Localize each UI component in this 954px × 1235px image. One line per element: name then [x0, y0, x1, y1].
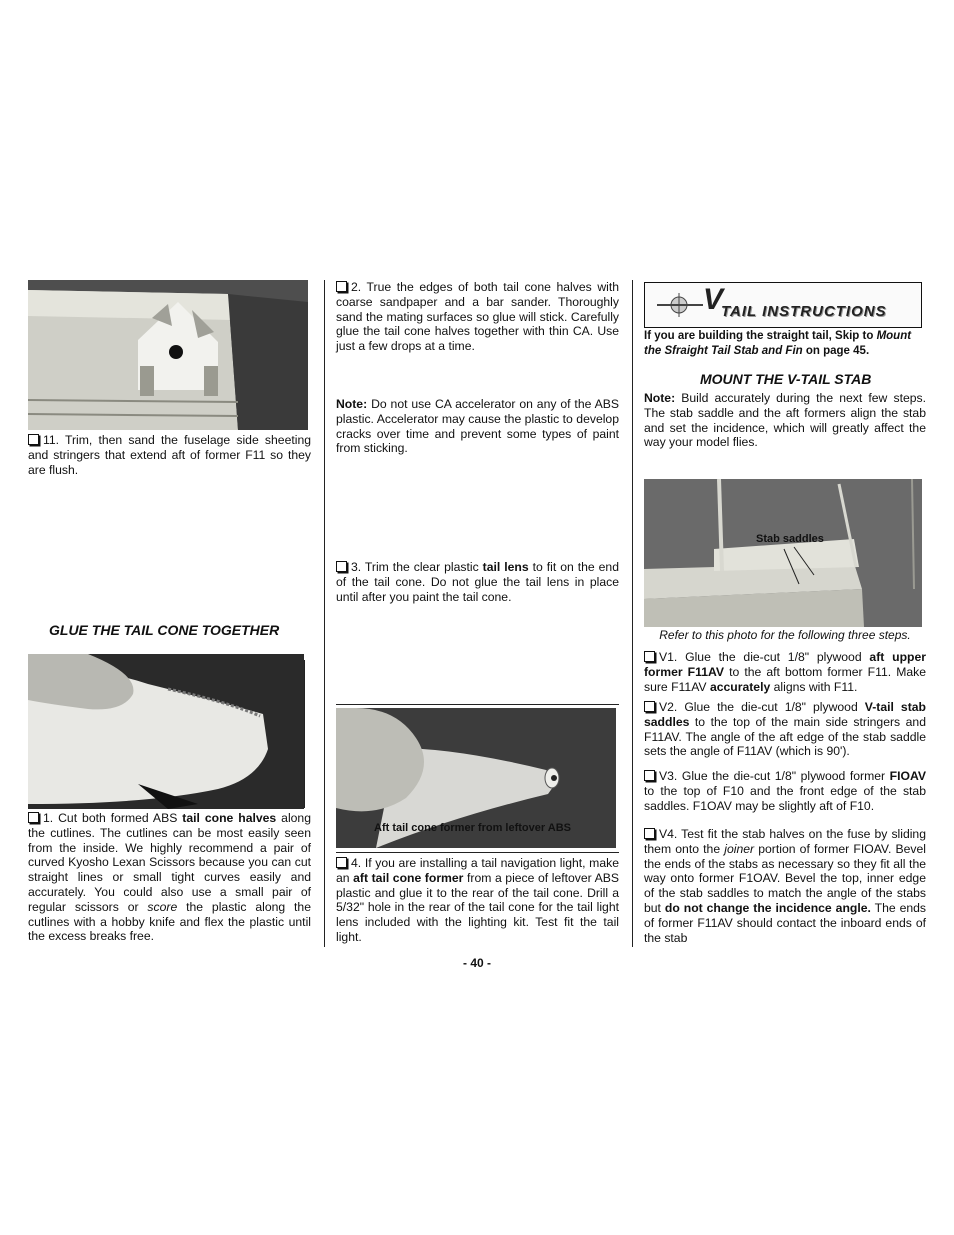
v-tail-instructions-banner — [644, 282, 922, 328]
column-2 — [336, 280, 619, 947]
checkbox-icon[interactable] — [28, 812, 39, 823]
step-v2: V2. Glue the die-cut 1/8" plywood V-tail stab saddles to the top of the main side stringers and F11AV. The angle of the aft edge of the stab saddle sets the angle of F11AV (which is 90'). — [644, 700, 926, 759]
photo-stab-saddles — [644, 479, 922, 627]
checkbox-icon[interactable] — [336, 857, 347, 868]
column-3 — [644, 280, 926, 947]
note-ca-accelerator: Note: Do not use CA accelerator on any of the ABS plastic. Accelerator may cause the plastic to develop cracks over time and prevent some types of paint from sticking. — [336, 397, 619, 456]
section-heading-glue-tail-cone: GLUE THE TAIL CONE TOGETHER — [49, 622, 280, 638]
step-v4: V4. Test fit the stab halves on the fuse by sliding them onto the joiner portion of former FIOAV. Bevel the ends of the stabs as necessary so they fit all the way onto former F1OAV. Bevel the top, inner edge of the stab saddles to match the angle of the stabs but do not change the incidence angle. The ends of former F11AV should contact the inboard ends of the stab — [644, 827, 927, 945]
checkbox-icon[interactable] — [644, 701, 655, 712]
checkbox-icon[interactable] — [336, 281, 347, 292]
section-heading-mount-v-tail: MOUNT THE V-TAIL STAB — [700, 371, 872, 387]
note-build-accurately: Note: Build accurately during the next few steps. The stab saddle and the aft formers align the stab and set the incidence, which will greatly affect the way your model flies. — [644, 391, 926, 450]
banner-v-letter: V — [703, 283, 724, 316]
step-v3: V3. Glue the die-cut 1/8" plywood former FIOAV to the top of F10 and the front edge of the stab saddles. F1OAV may be slightly aft of F10. — [644, 769, 926, 813]
photo-label: Aft tail cone former from leftover ABS — [374, 822, 572, 834]
photo-top-rule — [336, 704, 619, 705]
photo-bottom-rule — [336, 852, 619, 853]
stab-saddles-illustration — [644, 479, 922, 627]
checkbox-icon[interactable] — [336, 561, 347, 572]
photo-label: Stab saddles — [756, 533, 824, 545]
step-2: 2. True the edges of both tail cone halves with coarse sandpaper and a bar sander. Thoroughly sand the mating surfaces so glue will stick. Carefully glue the tail cone halves together with thin CA. Use just a few drops at a time. — [336, 280, 619, 354]
photo-edge — [304, 660, 305, 808]
skip-instruction: If you are building the straight tail, Skip to Mount the Sfraight Tail Stab and Fin on page 45. — [644, 330, 912, 357]
tail-cone-cut-illustration — [28, 654, 304, 809]
photo-caption: Refer to this photo for the following three steps. — [659, 628, 911, 642]
checkbox-icon[interactable] — [28, 434, 39, 445]
step-v1: V1. Glue the die-cut 1/8" plywood aft upper former F11AV to the aft bottom former F11. Make sure F11AV accurately aligns with F11. — [644, 650, 927, 694]
column-1 — [28, 280, 311, 947]
page-number: - 40 - — [462, 956, 491, 970]
banner-title: TAIL INSTRUCTIONS — [721, 303, 887, 320]
checkbox-icon[interactable] — [644, 770, 655, 781]
airplane-icon — [651, 283, 711, 327]
step-1: 1. Cut both formed ABS tail cone halves along the cutlines. The cutlines can be most easily seen from the inside. We highly recommend a pair of curved Kyosho Lexan Scissors because you can cut straight lines or small tight curves easily and accurately. You could also use a small pair of regular scissors or score the plastic along the cutlines with a hobby knife and flex the plastic until the excess breaks free. — [28, 811, 311, 944]
step-3: 3. Trim the clear plastic tail lens to fit on the end of the tail cone. Do not glue the tail lens in place until after you paint the tail cone. — [336, 560, 619, 604]
step-4: 4. If you are installing a tail navigation light, make an aft tail cone former from a piece of leftover ABS plastic and glue it to the rear of the tail cone. Drill a 5/32" hole in the rear of the tail cone for the tail light lens included with the lighting kit. Test fit the tail light. — [336, 856, 619, 944]
photo-fuselage-former — [28, 280, 308, 430]
checkbox-icon[interactable] — [644, 828, 655, 839]
photo-aft-tail-cone-former — [336, 708, 616, 848]
step-11: 11. Trim, then sand the fuselage side sheeting and stringers that extend aft of former F11 so they are flush. — [28, 433, 311, 477]
column-divider-right — [632, 280, 633, 947]
photo-cutting-tail-cone — [28, 654, 304, 809]
fuselage-illustration — [28, 280, 308, 430]
column-divider-left — [324, 280, 325, 947]
checkbox-icon[interactable] — [644, 651, 655, 662]
